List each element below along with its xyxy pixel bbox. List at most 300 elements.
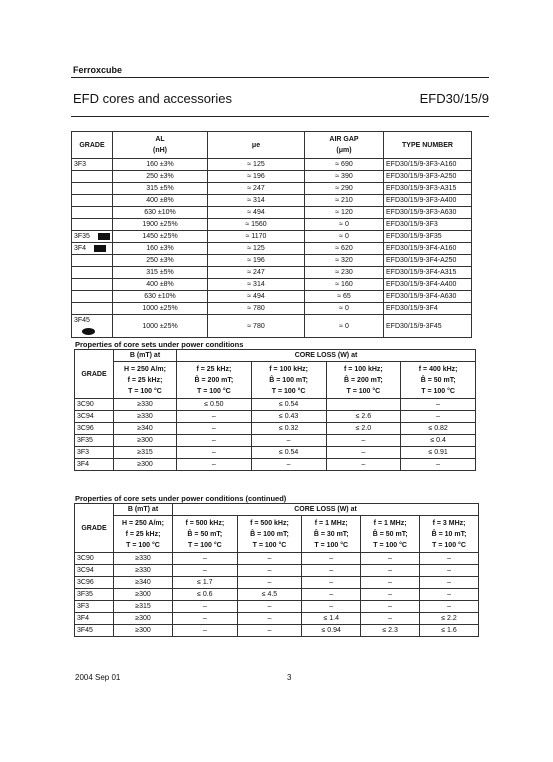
- cell-text: ≈ 494: [247, 293, 265, 300]
- table-cell: 3C96: [75, 577, 114, 589]
- cell-text: 315 ±5%: [146, 185, 174, 192]
- condition-line: T = 100 °C: [126, 541, 160, 549]
- table-row: [72, 267, 472, 279]
- condition-line: B̂ = 50 mT;: [187, 530, 223, 538]
- table-cell: ≤ 2.0: [326, 423, 401, 435]
- cell-text: ≈ 1170: [245, 233, 267, 240]
- table-cell: ≥315: [114, 447, 177, 459]
- table-cell: [384, 207, 472, 219]
- table-cell: ≤ 0.54: [251, 447, 326, 459]
- cell-text: ≈ 125: [247, 245, 265, 252]
- cell-text: ≈ 620: [335, 245, 353, 252]
- table-row: [75, 447, 476, 459]
- cell-text: 160 ±3%: [146, 161, 174, 168]
- section-title-power-continued: Properties of core sets under power conditions (continued): [75, 494, 287, 503]
- table-cell: [305, 231, 384, 243]
- condition-line: f = 3 MHz;: [432, 519, 466, 527]
- cell-text: ≈ 314: [247, 197, 265, 204]
- condition-line: B̂ = 50 mT;: [372, 530, 408, 538]
- table-row: [75, 411, 476, 423]
- condition-line: T = 100 °C: [432, 541, 466, 549]
- table-cell: [305, 291, 384, 303]
- cell-text: EFD30/15/9-3F4-A315: [386, 269, 457, 276]
- cell-text: ≈ 0: [339, 305, 349, 312]
- cell-text: ≈ 247: [247, 185, 265, 192]
- condition-header: [420, 516, 479, 553]
- table-row: [72, 303, 472, 315]
- table-cell: [305, 303, 384, 315]
- table-cell: 3F35: [75, 589, 114, 601]
- table-cell: [113, 267, 208, 279]
- table-row: [75, 601, 479, 613]
- condition-line: f = 400 kHz;: [418, 365, 458, 373]
- table-cell: 3C94: [75, 565, 114, 577]
- condition-line: f = 1 MHz;: [314, 519, 348, 527]
- col-grade: GRADE: [75, 504, 114, 553]
- condition-line: B̂ = 200 mT;: [194, 376, 234, 384]
- col-b-header: B (mT) at: [114, 504, 173, 516]
- table-cell: [326, 399, 401, 411]
- table-cell: –: [177, 423, 252, 435]
- table-cell: [384, 255, 472, 267]
- table-cell: [72, 267, 113, 279]
- table-cell: –: [302, 589, 361, 601]
- cell-text: 3F4: [74, 245, 87, 252]
- table-cell: 3C90: [75, 553, 114, 565]
- cell-text: EFD30/15/9-3F3-A400: [386, 197, 457, 204]
- condition-line: T = 100 °C: [128, 387, 162, 395]
- cell-text: ≈ 390: [335, 173, 353, 180]
- table-cell: –: [251, 459, 326, 471]
- core-marker-icon: [94, 245, 106, 252]
- cell-text: ≈ 65: [337, 293, 351, 300]
- table-cell: [208, 267, 305, 279]
- table-cell: [305, 183, 384, 195]
- table-cell: ≥330: [114, 553, 173, 565]
- table-cell: [72, 255, 113, 267]
- table-cell: –: [237, 601, 302, 613]
- condition-line: T = 100 °C: [187, 541, 222, 549]
- table-cell: [384, 219, 472, 231]
- table-cell: [208, 243, 305, 255]
- col-grade: GRADE: [75, 350, 114, 399]
- table-cell: [305, 195, 384, 207]
- cell-text: EFD30/15/9-3F3-A160: [386, 161, 457, 168]
- cell-text: 630 ±10%: [144, 209, 176, 216]
- table-cell: [208, 159, 305, 171]
- table-cell: ≤ 1.6: [420, 625, 479, 637]
- condition-line: T = 100 °C: [314, 541, 349, 549]
- table-cell: –: [177, 447, 252, 459]
- part-number: EFD30/15/9: [419, 91, 489, 106]
- table-cell: –: [237, 577, 302, 589]
- cell-text: ≈ 690: [335, 161, 353, 168]
- table-cell: [113, 171, 208, 183]
- table-cell: 3F45: [75, 625, 114, 637]
- table-cell: –: [420, 565, 479, 577]
- table-cell: –: [420, 601, 479, 613]
- table-cell: –: [361, 589, 420, 601]
- cell-text: ≈ 196: [247, 257, 265, 264]
- table-cell: [305, 255, 384, 267]
- table-row: [72, 183, 472, 195]
- cell-text: 400 ±8%: [146, 281, 174, 288]
- table-cell: ≤ 1.4: [302, 613, 361, 625]
- cell-text: 3F35: [74, 233, 90, 240]
- cell-text: ≈ 494: [247, 209, 265, 216]
- table-cell: –: [237, 625, 302, 637]
- cell-text: 250 ±3%: [146, 173, 174, 180]
- table-cell: ≤ 2.3: [361, 625, 420, 637]
- table-cell: ≤ 0.54: [251, 399, 326, 411]
- table-cell: –: [237, 553, 302, 565]
- table-cell: –: [177, 435, 252, 447]
- table-cell: ≥300: [114, 589, 173, 601]
- table-cell: [113, 255, 208, 267]
- power-properties-continued-table: [74, 503, 479, 637]
- header-rule: [71, 77, 489, 78]
- table-cell: ≤ 2.6: [326, 411, 401, 423]
- table-cell: –: [361, 601, 420, 613]
- table-cell: [72, 207, 113, 219]
- table-cell: –: [361, 553, 420, 565]
- table-cell: 3F4: [75, 459, 114, 471]
- table-row: [72, 171, 472, 183]
- table-cell: [72, 243, 113, 255]
- cell-text: ≈ 120: [335, 209, 353, 216]
- section-title-power: Properties of core sets under power conditions: [75, 340, 244, 349]
- condition-line: T = 100 °C: [197, 387, 231, 395]
- condition-line: H = 250 A/m;: [124, 365, 166, 373]
- table-cell: –: [420, 577, 479, 589]
- table-cell: [72, 231, 113, 243]
- table-cell: ≥330: [114, 399, 177, 411]
- cell-text: ≈ 0: [339, 221, 349, 228]
- cell-text: 3F45: [74, 317, 90, 324]
- col-mue: μe: [208, 132, 305, 159]
- table-cell: [384, 303, 472, 315]
- table-cell: –: [361, 565, 420, 577]
- condition-header: [326, 362, 401, 399]
- table-cell: [384, 159, 472, 171]
- table-cell: [384, 171, 472, 183]
- table-cell: ≥300: [114, 459, 177, 471]
- table-cell: 3C94: [75, 411, 114, 423]
- condition-line: T = 100 °C: [252, 541, 287, 549]
- table-cell: ≤ 2.2: [420, 613, 479, 625]
- condition-header: [114, 516, 173, 553]
- cell-text: EFD30/15/9-3F3: [386, 221, 438, 228]
- table-row: [72, 195, 472, 207]
- table-cell: ≤ 0.4: [401, 435, 476, 447]
- table-cell: ≥340: [114, 423, 177, 435]
- table-cell: [113, 315, 208, 338]
- table-cell: [72, 219, 113, 231]
- condition-line: f = 1 MHz;: [373, 519, 407, 527]
- cell-text: EFD30/15/9-3F4: [386, 305, 438, 312]
- condition-header: [177, 362, 252, 399]
- table-cell: –: [326, 459, 401, 471]
- cell-text: 3F3: [74, 161, 87, 168]
- table-cell: –: [401, 411, 476, 423]
- condition-line: T = 100 °C: [271, 387, 306, 395]
- table-cell: –: [177, 459, 252, 471]
- table-cell: –: [361, 613, 420, 625]
- condition-line: B̂ = 10 mT;: [431, 530, 467, 538]
- condition-line: f = 100 kHz;: [344, 365, 383, 373]
- table-cell: 3F3: [75, 447, 114, 459]
- table-cell: ≤ 1.7: [173, 577, 238, 589]
- table-cell: ≥300: [114, 613, 173, 625]
- table-cell: –: [173, 601, 238, 613]
- table-cell: –: [420, 589, 479, 601]
- table-cell: [208, 195, 305, 207]
- cell-text: EFD30/15/9-3F35: [386, 233, 442, 240]
- table-cell: [208, 315, 305, 338]
- page-number: 3: [287, 673, 292, 682]
- table-cell: –: [361, 577, 420, 589]
- type-number-table: [71, 131, 472, 338]
- table-cell: –: [237, 565, 302, 577]
- cell-text: ≈ 160: [335, 281, 353, 288]
- condition-header: [361, 516, 420, 553]
- cell-text: EFD30/15/9-3F4-A250: [386, 257, 457, 264]
- table-cell: [113, 219, 208, 231]
- cell-text: ≈ 0: [339, 233, 349, 240]
- table-cell: [384, 243, 472, 255]
- table-cell: [208, 303, 305, 315]
- table-row: [72, 219, 472, 231]
- table-cell: [305, 279, 384, 291]
- table-cell: [208, 291, 305, 303]
- condition-header: [401, 362, 476, 399]
- table-cell: [72, 159, 113, 171]
- cell-text: ≈ 780: [247, 322, 265, 330]
- table-cell: ≤ 4.5: [237, 589, 302, 601]
- table-row: [75, 399, 476, 411]
- table-cell: –: [173, 553, 238, 565]
- table-cell: [305, 171, 384, 183]
- table-cell: ≤ 0.91: [401, 447, 476, 459]
- table-cell: –: [251, 435, 326, 447]
- table-cell: [384, 231, 472, 243]
- table-row: [72, 159, 472, 171]
- table-row: [75, 459, 476, 471]
- table-cell: [113, 291, 208, 303]
- table-cell: –: [420, 553, 479, 565]
- col-core-loss-header: CORE LOSS (W) at: [173, 504, 479, 516]
- table-cell: [113, 279, 208, 291]
- table-row: [75, 613, 479, 625]
- condition-header: [237, 516, 302, 553]
- table-cell: ≤ 0.43: [251, 411, 326, 423]
- table-cell: 3F4: [75, 613, 114, 625]
- table-cell: [305, 159, 384, 171]
- table-cell: [72, 291, 113, 303]
- condition-line: B̂ = 30 mT;: [313, 530, 349, 538]
- table-cell: [72, 279, 113, 291]
- table-cell: –: [401, 459, 476, 471]
- table-cell: [305, 315, 384, 338]
- table-cell: [208, 255, 305, 267]
- table-cell: ≥340: [114, 577, 173, 589]
- table-cell: ≤ 0.6: [173, 589, 238, 601]
- table-cell: –: [326, 435, 401, 447]
- table-cell: [384, 267, 472, 279]
- condition-line: B̂ = 100 mT;: [250, 530, 289, 538]
- cell-text: ≈ 314: [247, 281, 265, 288]
- table-cell: 3C90: [75, 399, 114, 411]
- cell-text: ≈ 125: [247, 161, 265, 168]
- cell-text: ≈ 1560: [245, 221, 267, 228]
- table-cell: [305, 207, 384, 219]
- cell-text: ≈ 196: [247, 173, 265, 180]
- table-cell: –: [177, 411, 252, 423]
- page-title: EFD cores and accessories: [73, 91, 232, 106]
- table-row: [75, 589, 479, 601]
- table-cell: ≤ 0.82: [401, 423, 476, 435]
- cell-text: EFD30/15/9-3F4-A400: [386, 281, 457, 288]
- cell-text: 1000 ±25%: [142, 305, 178, 312]
- table-cell: [113, 183, 208, 195]
- col-al: AL (nH): [113, 132, 208, 159]
- table-cell: [384, 183, 472, 195]
- table-cell: [72, 195, 113, 207]
- condition-line: f = 500 kHz;: [185, 519, 225, 527]
- table-cell: [208, 207, 305, 219]
- cell-text: 630 ±10%: [144, 293, 176, 300]
- table-cell: –: [173, 613, 238, 625]
- table-cell: –: [302, 601, 361, 613]
- table-cell: ≥300: [114, 625, 173, 637]
- table-row: [75, 625, 479, 637]
- table-cell: ≥300: [114, 435, 177, 447]
- col-b-header: B (mT) at: [114, 350, 177, 362]
- col-core-loss-header: CORE LOSS (W) at: [177, 350, 476, 362]
- table-cell: [208, 219, 305, 231]
- cell-text: EFD30/15/9-3F4-A630: [386, 293, 457, 300]
- cell-text: 250 ±3%: [146, 257, 174, 264]
- condition-line: B̂ = 50 mT;: [420, 376, 456, 384]
- cell-text: EFD30/15/9-3F3-A250: [386, 173, 457, 180]
- table-cell: [305, 243, 384, 255]
- cell-text: EFD30/15/9-3F4-A160: [386, 245, 457, 252]
- table-row: [75, 577, 479, 589]
- table-cell: [113, 243, 208, 255]
- table-cell: 3C96: [75, 423, 114, 435]
- table-cell: –: [401, 399, 476, 411]
- cell-text: EFD30/15/9-3F3-A630: [386, 209, 457, 216]
- table-cell: [208, 279, 305, 291]
- table-cell: ≥330: [114, 565, 173, 577]
- table-row: [72, 315, 472, 338]
- table-row: [75, 553, 479, 565]
- condition-line: f = 500 kHz;: [250, 519, 289, 527]
- cell-text: 1900 ±25%: [142, 221, 178, 228]
- power-properties-table: [74, 349, 476, 471]
- table-row: [72, 279, 472, 291]
- table-cell: ≤ 0.50: [177, 399, 252, 411]
- col-air-gap: AIR GAP (μm): [305, 132, 384, 159]
- table-row: [72, 207, 472, 219]
- brand-name: Ferroxcube: [73, 65, 123, 75]
- table-cell: ≥315: [114, 601, 173, 613]
- table-cell: [113, 231, 208, 243]
- condition-header: [302, 516, 361, 553]
- table-row: [72, 243, 472, 255]
- table-cell: –: [173, 565, 238, 577]
- table-cell: [305, 219, 384, 231]
- core-marker-icon: [82, 328, 95, 335]
- table-cell: –: [302, 553, 361, 565]
- table-cell: ≥330: [114, 411, 177, 423]
- cell-text: 400 ±8%: [146, 197, 174, 204]
- table-cell: –: [302, 577, 361, 589]
- col-type-number: TYPE NUMBER: [384, 132, 472, 159]
- cell-text: ≈ 230: [335, 269, 353, 276]
- table-cell: [72, 183, 113, 195]
- table-cell: [208, 171, 305, 183]
- col-grade: GRADE: [72, 132, 113, 159]
- table-row: [72, 291, 472, 303]
- table-cell: 3F35: [75, 435, 114, 447]
- cell-text: EFD30/15/9-3F3-A315: [386, 185, 457, 192]
- table-cell: [208, 183, 305, 195]
- cell-text: 315 ±5%: [146, 269, 174, 276]
- table-cell: [113, 303, 208, 315]
- cell-text: 1000 ±25%: [142, 322, 178, 330]
- cell-text: 160 ±3%: [146, 245, 174, 252]
- table-row: [72, 255, 472, 267]
- footer-date: 2004 Sep 01: [75, 673, 121, 682]
- table-cell: [305, 267, 384, 279]
- condition-header: [251, 362, 326, 399]
- table-cell: [113, 207, 208, 219]
- condition-line: T = 100 °C: [373, 541, 407, 549]
- cell-text: ≈ 210: [335, 197, 353, 204]
- table-cell: –: [173, 625, 238, 637]
- table-cell: [384, 195, 472, 207]
- table-cell: [113, 195, 208, 207]
- condition-header: [173, 516, 238, 553]
- cell-text: ≈ 0: [339, 322, 349, 330]
- cell-text: 1450 ±25%: [142, 233, 178, 240]
- condition-line: B̂ = 200 mT;: [344, 376, 383, 384]
- table-cell: –: [326, 447, 401, 459]
- cell-text: ≈ 780: [247, 305, 265, 312]
- core-marker-icon: [98, 233, 110, 240]
- cell-text: ≈ 290: [335, 185, 353, 192]
- table-row: [72, 231, 472, 243]
- table-cell: [72, 171, 113, 183]
- table-cell: [384, 315, 472, 338]
- table-cell: ≤ 0.32: [251, 423, 326, 435]
- condition-header: [114, 362, 177, 399]
- table-cell: ≤ 0.94: [302, 625, 361, 637]
- condition-line: f = 25 kHz;: [196, 365, 232, 373]
- table-cell: [72, 303, 113, 315]
- condition-line: H = 250 A/m;: [122, 519, 164, 527]
- condition-line: T = 100 °C: [346, 387, 381, 395]
- title-rule: [71, 116, 489, 117]
- condition-line: f = 25 kHz;: [127, 376, 163, 384]
- table-header-row: [72, 132, 472, 159]
- condition-line: f = 25 kHz;: [125, 530, 161, 538]
- table-cell: [384, 291, 472, 303]
- table-row: [75, 435, 476, 447]
- table-cell: [384, 279, 472, 291]
- cell-text: ≈ 320: [335, 257, 353, 264]
